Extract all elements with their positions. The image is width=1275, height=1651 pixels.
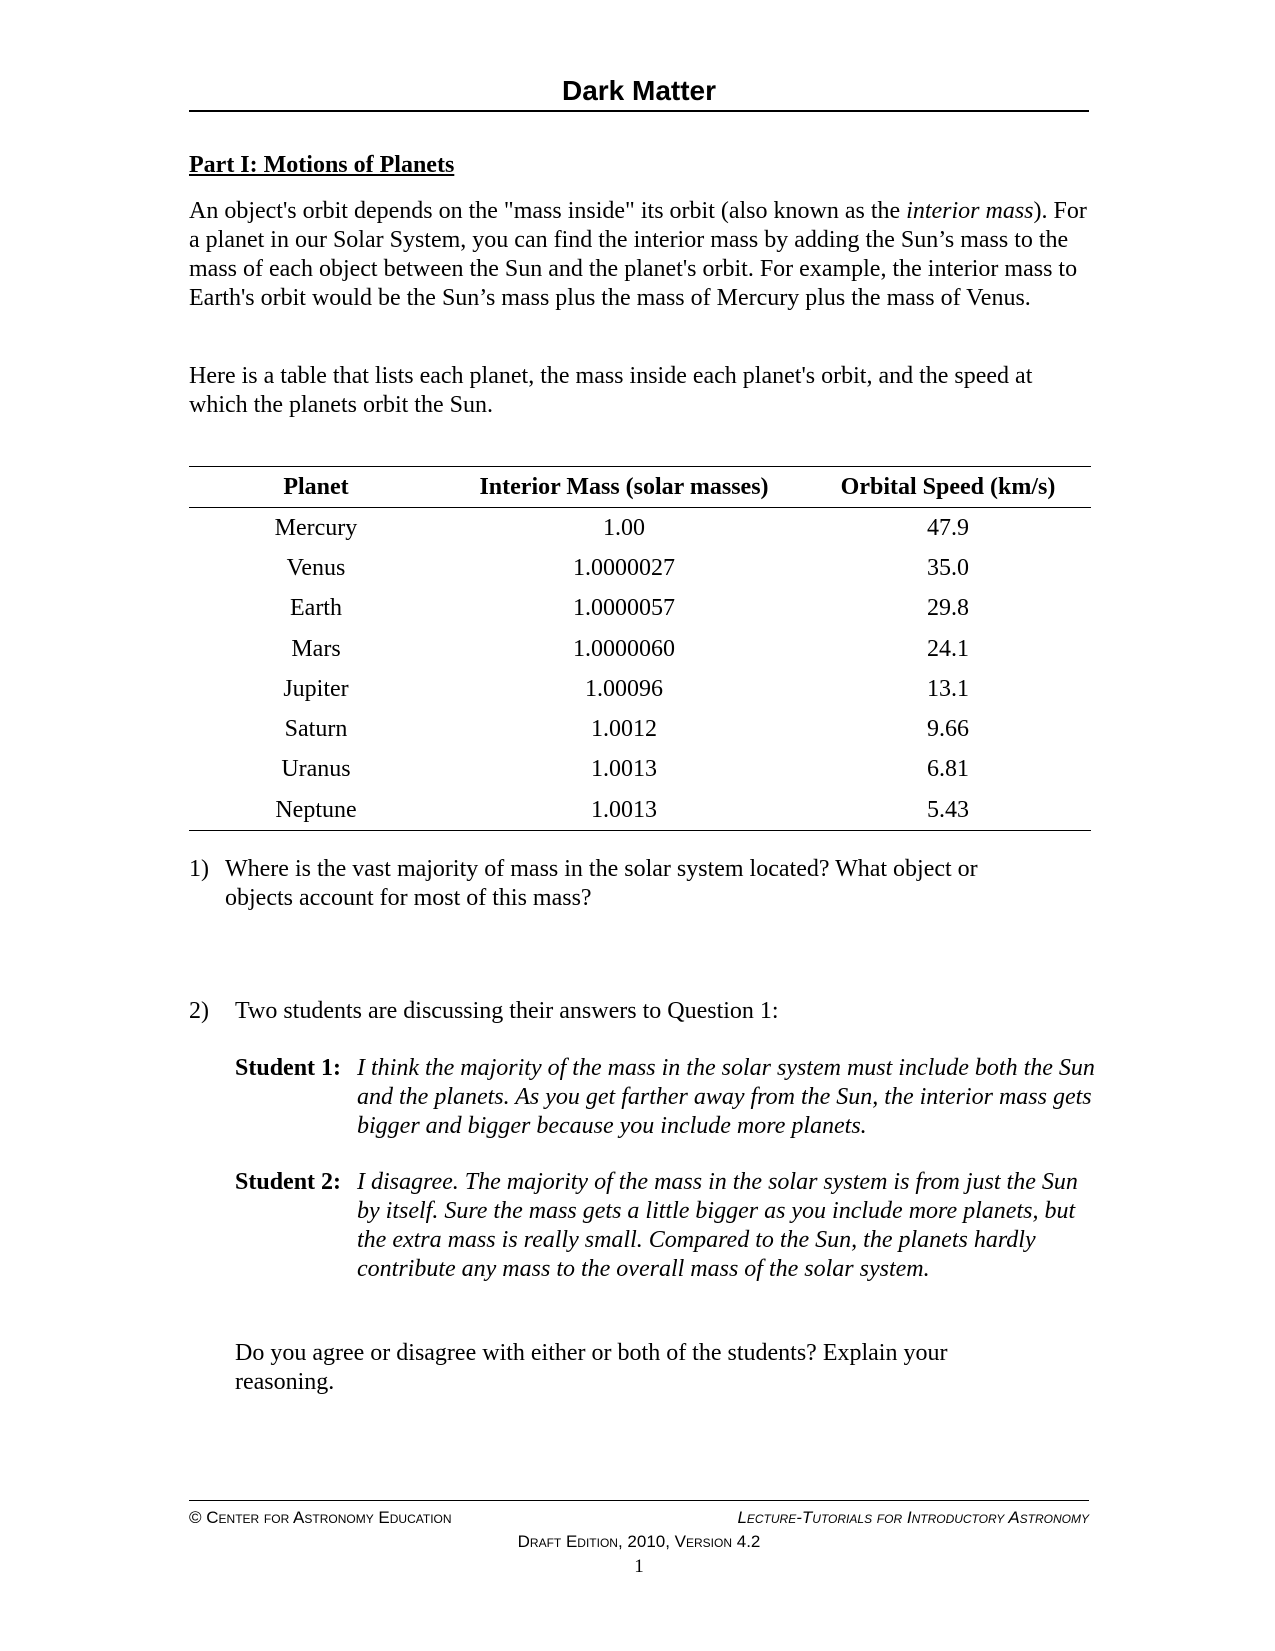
cell-planet: Uranus: [281, 756, 351, 783]
question-1-number: 1): [189, 856, 209, 882]
question-2: [189, 997, 1089, 1026]
cell-planet: Mars: [291, 635, 341, 662]
table-row: [189, 790, 1091, 831]
student-1-text: I think the majority of the mass in the solar system must include both the Sun and the planets. As you get farther away from the Sun, the interior mass gets bigger and bigger because you include more planets.: [357, 1055, 1095, 1139]
part-heading: Part I: Motions of Planets: [189, 152, 455, 178]
table-intro-text: Here is a table that lists each planet, the mass inside each planet's orbit, and the speed at which the planets orbit the Sun.: [189, 363, 1033, 418]
question-2-text: Two students are discussing their answers to Question 1:: [235, 998, 779, 1024]
cell-planet: Mercury: [274, 514, 358, 541]
cell-speed: 29.8: [927, 595, 969, 622]
intro-text-start: An object's orbit depends on the "mass inside" its orbit (also known as the: [189, 198, 907, 224]
table-row: [189, 548, 1091, 588]
cell-speed: 5.43: [805, 790, 1091, 831]
header-orbital-speed: Orbital Speed (km/s): [805, 467, 1091, 508]
table-row: [189, 589, 1091, 629]
cell-speed: 35.0: [927, 554, 969, 581]
cell-speed: 13.1: [927, 675, 969, 702]
student-2-text: I disagree. The majority of the mass in the solar system is from just the Sun by itself. Sure the mass gets a little bigger as you include more planets, but the extra mass is really small. Compared to the Sun, the planets hardly contribute any mass to the overall mass of the solar system.: [357, 1169, 1078, 1282]
table-row: [189, 508, 1091, 549]
footer-edition: Draft Edition, 2010, Version 4.2: [517, 1532, 761, 1551]
table-intro-paragraph: [189, 362, 1089, 420]
footer-series-title: Lecture-Tutorials for Introductory Astronomy: [737, 1508, 1089, 1527]
cell-speed: 6.81: [927, 756, 969, 783]
cell-mass: 1.0013: [443, 790, 805, 831]
title-rule: [189, 110, 1089, 112]
question-1: [189, 855, 1089, 913]
question-2-number: 2): [189, 998, 209, 1024]
cell-planet: Jupiter: [283, 675, 349, 702]
question-1-text: Where is the vast majority of mass in the solar system located? What object or objects account for most of this mass?: [225, 856, 978, 911]
header-interior-mass: Interior Mass (solar masses): [443, 467, 805, 508]
page-number: 1: [634, 1556, 644, 1577]
intro-italic-term: interior mass: [906, 198, 1034, 224]
intro-text-end: ). For a planet in our Solar System, you can find the interior mass by adding the Sun’s mass to the mass of each object between the Sun and the planet's orbit. For example, the interior mass to Earth's orbit would be the Sun’s mass plus the mass of Mercury plus the mass of Venus.: [189, 198, 1087, 311]
cell-mass: 1.00: [603, 514, 645, 541]
page-title: Dark Matter: [561, 75, 717, 106]
table-row: [189, 669, 1091, 709]
cell-mass: 1.0013: [591, 756, 657, 783]
planet-table: [189, 466, 1091, 831]
cell-planet: Venus: [286, 554, 346, 581]
cell-mass: 1.00096: [585, 675, 663, 702]
table-row: [189, 750, 1091, 790]
student-1-label: Student 1:: [235, 1055, 342, 1081]
cell-speed: 24.1: [927, 635, 969, 662]
header-planet: Planet: [189, 467, 443, 508]
intro-paragraph: [189, 197, 1089, 313]
cell-planet: Neptune: [189, 790, 443, 831]
cell-planet: Saturn: [284, 716, 348, 743]
cell-mass: 1.0000027: [573, 554, 675, 581]
table-header-row: [189, 467, 1091, 508]
cell-mass: 1.0000057: [573, 595, 675, 622]
student-2-label: Student 2:: [235, 1169, 342, 1195]
table-row: [189, 629, 1091, 669]
cell-speed: 47.9: [927, 514, 969, 541]
footer-rule: [189, 1500, 1089, 1501]
cell-speed: 9.66: [927, 716, 969, 743]
cell-planet: Earth: [290, 595, 342, 622]
question-2-prompt: Do you agree or disagree with either or both of the students? Explain your reasoning.: [235, 1340, 948, 1395]
table-row: [189, 709, 1091, 749]
cell-mass: 1.0000060: [573, 635, 675, 662]
footer-copyright: © Center for Astronomy Education: [189, 1508, 452, 1527]
cell-mass: 1.0012: [591, 716, 657, 743]
